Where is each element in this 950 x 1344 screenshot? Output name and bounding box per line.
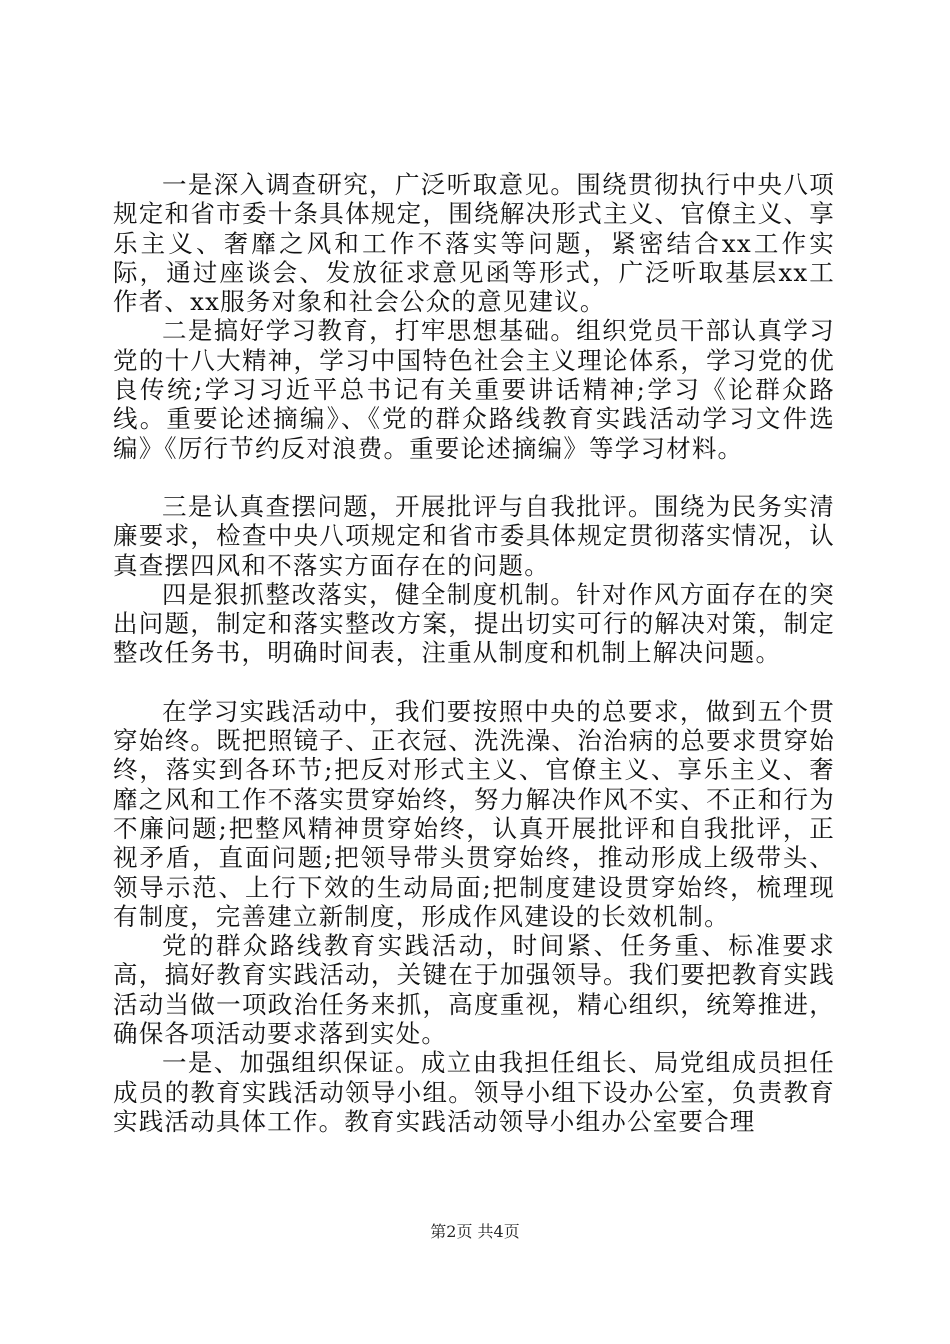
- document-body: [113, 170, 835, 1136]
- paragraph-4: 四是狠抓整改落实，健全制度机制。针对作风方面存在的突出问题，制定和落实整改方案，提出切实可行的解决对策，制定整改任务书，明确时间表，注重从制度和机制上解决问题。: [113, 579, 835, 668]
- paragraph-6: 党的群众路线教育实践活动，时间紧、任务重、标准要求高，搞好教育实践活动，关键在于加强领导。我们要把教育实践活动当做一项政治任务来抓，高度重视，精心组织，统筹推进，确保各项活动要求落到实处。: [113, 931, 835, 1049]
- page-number-footer: 第2页 共4页: [430, 1222, 520, 1241]
- paragraph-5: 在学习实践活动中，我们要按照中央的总要求，做到五个贯穿始终。既把照镜子、正衣冠、洗洗澡、治治病的总要求贯穿始终，落实到各环节;把反对形式主义、官僚主义、享乐主义、奢靡之风和工作不落实贯穿始终，努力解决作风不实、不正和行为不廉问题;把整风精神贯穿始终，认真开展批评和自我批评，正视矛盾，直面问题;把领导带头贯穿始终，推动形成上级带头、领导示范、上行下效的生动局面;把制度建设贯穿始终，梳理现有制度，完善建立新制度，形成作风建设的长效机制。: [113, 696, 835, 931]
- paragraph-3: 三是认真查摆问题，开展批评与自我批评。围绕为民务实清廉要求，检查中央八项规定和省市委具体规定贯彻落实情况，认真查摆四风和不落实方面存在的问题。: [113, 491, 835, 580]
- paragraph-7: 一是、加强组织保证。成立由我担任组长、局党组成员担任成员的教育实践活动领导小组。领导小组下设办公室，负责教育实践活动具体工作。教育实践活动领导小组办公室要合理: [113, 1048, 835, 1136]
- paragraph-1: 一是深入调查研究，广泛听取意见。围绕贯彻执行中央八项规定和省市委十条具体规定，围绕解决形式主义、官僚主义、享乐主义、奢靡之风和工作不落实等问题，紧密结合xx工作实际，通过座谈会、发放征求意见函等形式，广泛听取基层xx工作者、xx服务对象和社会公众的意见建议。: [113, 170, 835, 317]
- paragraph-2: 二是搞好学习教育，打牢思想基础。组织党员干部认真学习党的十八大精神，学习中国特色社会主义理论体系，学习党的优良传统;学习习近平总书记有关重要讲话精神;学习《论群众路线。重要论述摘编》、《党的群众路线教育实践活动学习文件选编》《厉行节约反对浪费。重要论述摘编》等学习材料。: [113, 316, 835, 463]
